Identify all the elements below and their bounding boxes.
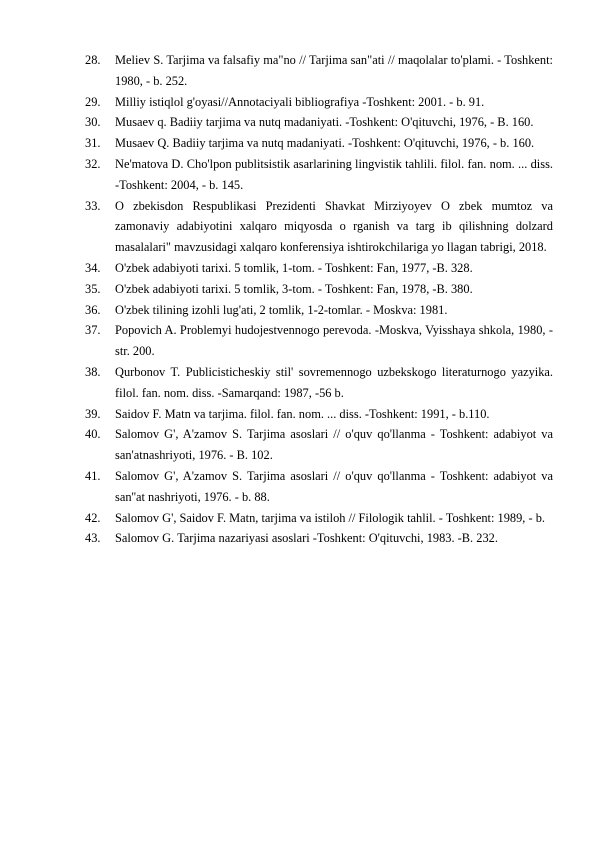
reference-item — [85, 112, 553, 133]
reference-item — [85, 50, 553, 92]
reference-number: 35. — [85, 281, 101, 296]
reference-number: 38. — [85, 364, 101, 379]
reference-number: 42. — [85, 510, 101, 525]
reference-text: O'zbek tilining izohli lug'ati, 2 tomlik, 1-2-tomlar. - Moskva: 1981. — [115, 302, 448, 317]
reference-text: Salomov G', Saidov F. Matn, tarjima va istiloh // Filologik tahlil. - Toshkent: 1989, - b. — [115, 510, 546, 525]
reference-number: 33. — [85, 198, 101, 213]
reference-item — [85, 528, 553, 549]
reference-item — [85, 196, 553, 258]
reference-item — [85, 92, 553, 113]
reference-number: 30. — [85, 115, 101, 130]
reference-text: Meliev S. Tarjima va falsafiy ma"no // Tarjima san"ati // maqolalar to'plami. - Toshkent: 1980, - b. 252. — [115, 53, 553, 88]
reference-text: Popovich A. Problemyi hudojestvennogo perevoda. -Moskva, Vyisshaya shkola, 1980, -str. 200. — [115, 323, 553, 359]
reference-number: 31. — [85, 136, 101, 151]
reference-number: 34. — [85, 260, 101, 275]
reference-item — [85, 279, 553, 300]
reference-text: Milliy istiqlol g'oyasi//Annotaciyali bibliografiya -Toshkent: 2001. - b. 91. — [115, 94, 485, 109]
reference-item — [85, 404, 553, 425]
reference-text: O'zbek adabiyoti tarixi. 5 tomlik, 1-tom. - Toshkent: Fan, 1977, -B. 328. — [115, 260, 473, 275]
reference-text: Musaev q. Badiiy tarjima va nutq madaniyati. -Toshkent: O'qituvchi, 1976, - B. 160. — [115, 115, 534, 130]
reference-text: Musaev Q. Badiiy tarjima va nutq madaniyati. -Toshkent: O'qituvchi, 1976, - b. 160. — [115, 136, 535, 151]
reference-text: Saidov F. Matn va tarjima. filol. fan. nom. ... diss. -Toshkent: 1991, - b.110. — [115, 406, 490, 421]
reference-text: Ne'matova D. Cho'lpon publitsistik asarlarining lingvistik tahlili. filol. fan. nom. ... diss. -Toshkent: 2004, - b. 145. — [115, 156, 553, 192]
reference-number: 41. — [85, 468, 101, 483]
reference-text: Salomov G', A'zamov S. Tarjima asoslari // o'quv qo'llanma - Toshkent: adabiyot va san'atnashriyoti, 1976. - B. 102. — [115, 427, 553, 463]
reference-item — [85, 508, 553, 529]
reference-text: O zbekisdon Respublikasi Prezidenti Shavkat Mirziyoyev O zbek mumtoz va zamonaviy adabiyotini xalqaro miqyosda o rganish va targ ib qilishning dolzard masalalari" mavzusidagi xalqaro konferensiya ishtirokchilariga yo llagan tabrigi, 2018. — [115, 198, 553, 255]
reference-item — [85, 154, 553, 196]
reference-item — [85, 300, 553, 321]
reference-text: Qurbonov T. Publicisticheskiy stil' sovremennogo uzbekskogo literaturnogo yazyika. filol. fan. nom. diss. -Samarqand: 1987, -56 b. — [115, 364, 553, 400]
reference-text: O'zbek adabiyoti tarixi. 5 tomlik, 3-tom. - Toshkent: Fan, 1978, -B. 380. — [115, 281, 473, 296]
reference-number: 43. — [85, 531, 101, 546]
reference-item — [85, 362, 553, 404]
reference-list — [85, 50, 553, 549]
reference-item — [85, 320, 553, 362]
reference-number: 29. — [85, 94, 101, 109]
reference-number: 28. — [85, 53, 101, 67]
reference-item — [85, 133, 553, 154]
reference-number: 32. — [85, 156, 101, 171]
reference-number: 36. — [85, 302, 101, 317]
reference-text: Salomov G. Tarjima nazariyasi asoslari -Toshkent: O'qituvchi, 1983. -B. 232. — [115, 531, 498, 546]
reference-item — [85, 258, 553, 279]
reference-text: Salomov G', A'zamov S. Tarjima asoslari // o'quv qo'llanma - Toshkent: adabiyot va san''at nashriyoti, 1976. - b. 88. — [115, 468, 553, 504]
reference-item — [85, 466, 553, 508]
reference-number: 37. — [85, 323, 101, 338]
reference-number: 39. — [85, 406, 101, 421]
reference-item — [85, 424, 553, 466]
reference-number: 40. — [85, 427, 101, 442]
